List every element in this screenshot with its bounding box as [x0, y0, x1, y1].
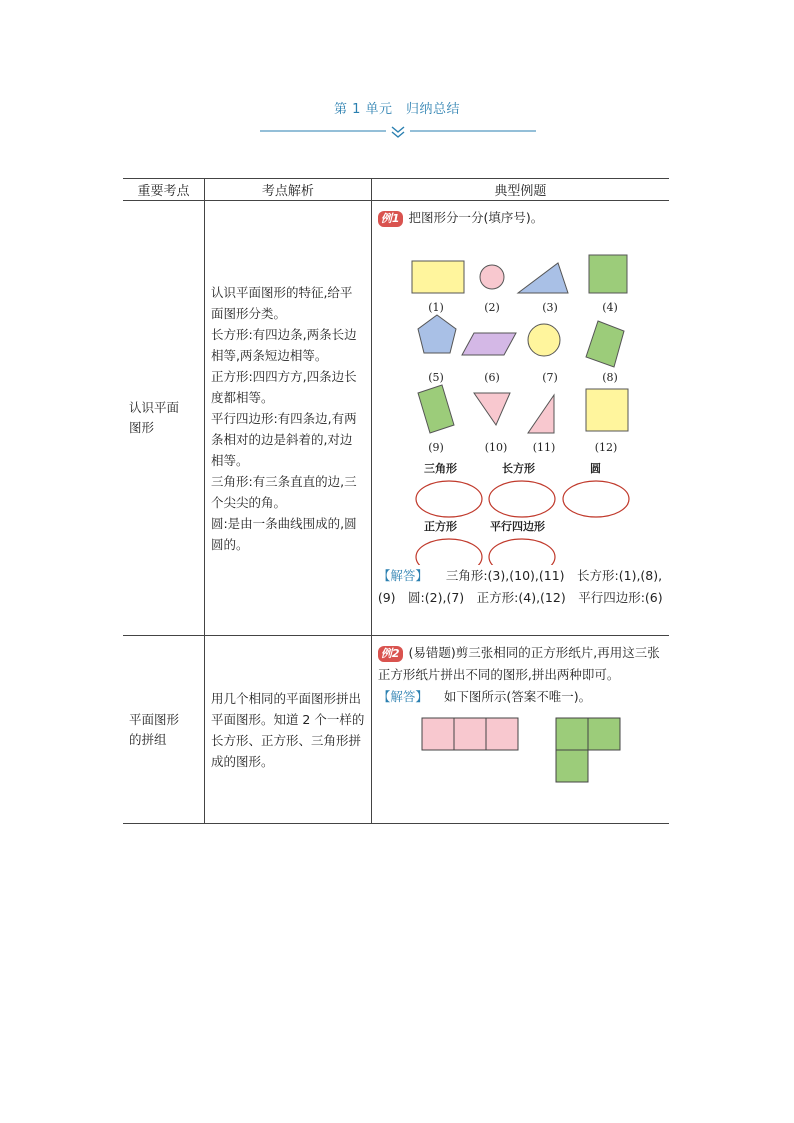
analysis-line: 平行四边形:有四条边,有两条相对的边是斜着的,对边相等。 — [210, 410, 357, 468]
square-shape — [589, 255, 627, 293]
answer-tag: 【解答】 — [377, 689, 428, 704]
group-label: 平行四边形 — [489, 520, 545, 533]
answer-oval — [489, 539, 555, 565]
question-text: 把图形分一分(填序号)。 — [408, 210, 544, 225]
example-cell — [371, 636, 669, 824]
shape-label: (10) — [484, 441, 508, 454]
title-divider — [260, 120, 536, 144]
circle-shape — [480, 265, 504, 289]
triangle-shape — [528, 395, 554, 433]
pentagon-shape — [418, 315, 456, 353]
tiling-figure — [378, 712, 662, 786]
shape-label: (4) — [602, 301, 618, 314]
answer-oval — [416, 481, 482, 517]
column-header: 考点解析 — [204, 179, 371, 201]
shape-label: (2) — [484, 301, 500, 314]
pink-square — [486, 718, 518, 750]
green-square — [588, 718, 620, 750]
question-text: (易错题)剪三张相同的正方形纸片,再用这三张正方形纸片拼出不同的图形,拼出两种即可。 — [377, 645, 660, 682]
example-cell — [371, 201, 669, 636]
table-header-row — [123, 179, 669, 201]
analysis-cell — [204, 636, 371, 824]
table-row — [123, 201, 669, 636]
shape-label: (11) — [532, 441, 556, 454]
answer-text: 三角形:(3),(10),(11) 长方形:(1),(8),(9) 圆:(2),(7) 正方形:(4),(12) 平行四边形:(6) — [377, 568, 663, 605]
analysis-line: 用几个相同的平面图形拼出平面图形。知道 2 个一样的长方形、正方形、三角形拼成的图形。 — [210, 690, 365, 769]
triangle-shape — [474, 393, 510, 425]
answer-text: 如下图所示(答案不唯一)。 — [443, 689, 592, 704]
analysis-line: 圆:是由一条曲线围成的,圆圆的。 — [210, 515, 357, 552]
chevron-down-icon — [392, 127, 404, 137]
example-badge: 例2 — [378, 646, 403, 662]
green-square — [556, 718, 588, 750]
group-label: 三角形 — [423, 462, 457, 475]
shape-label: (6) — [484, 371, 500, 384]
answer-oval — [416, 539, 482, 565]
answer-oval — [489, 481, 555, 517]
shape-label: (5) — [428, 371, 444, 384]
shape-label: (8) — [602, 371, 618, 384]
answer-paragraph — [378, 565, 663, 609]
page-title: 第 1 单元 归纳总结 — [333, 102, 461, 117]
analysis-line: 长方形:有四边条,两条长边相等,两条短边相等。 — [210, 326, 357, 363]
square-shape — [586, 389, 628, 431]
example-badge: 例1 — [378, 211, 403, 227]
shape-label: (7) — [542, 371, 558, 384]
green-square — [556, 750, 588, 782]
answer-tag: 【解答】 — [377, 568, 428, 583]
answer-paragraph — [378, 686, 663, 708]
shape-label: (1) — [428, 301, 444, 314]
column-header: 重要考点 — [123, 179, 204, 201]
example-question — [378, 207, 663, 229]
rectangle-shape — [412, 261, 464, 293]
rectangle-shape — [418, 385, 454, 433]
pink-square — [454, 718, 486, 750]
triangle-shape — [518, 263, 568, 293]
topic-cell — [123, 636, 204, 824]
shape-label: (12) — [594, 441, 618, 454]
circle-shape — [528, 324, 560, 356]
table-row — [123, 636, 669, 824]
answer-oval — [563, 481, 629, 517]
shape-label: (3) — [542, 301, 558, 314]
analysis-line: 认识平面图形的特征,给平面图形分类。 — [210, 284, 353, 321]
example-question — [378, 642, 663, 686]
analysis-line: 三角形:有三条直直的边,三个尖尖的角。 — [210, 473, 357, 510]
parallelogram-shape — [462, 333, 516, 355]
group-label: 长方形 — [501, 462, 535, 475]
topic-text: 认识平面图形 — [129, 400, 180, 435]
topic-cell — [123, 201, 204, 636]
shape-label: (9) — [428, 441, 444, 454]
shapes-figure — [374, 229, 658, 565]
rectangle-shape — [586, 321, 624, 367]
summary-table — [123, 178, 669, 824]
analysis-cell — [204, 201, 371, 636]
analysis-line: 正方形:四四方方,四条边长度都相等。 — [210, 368, 357, 405]
topic-text: 平面图形的拼组 — [129, 711, 180, 747]
column-header: 典型例题 — [371, 179, 669, 201]
group-label: 正方形 — [423, 520, 457, 533]
pink-square — [422, 718, 454, 750]
group-label: 圆 — [589, 462, 601, 475]
